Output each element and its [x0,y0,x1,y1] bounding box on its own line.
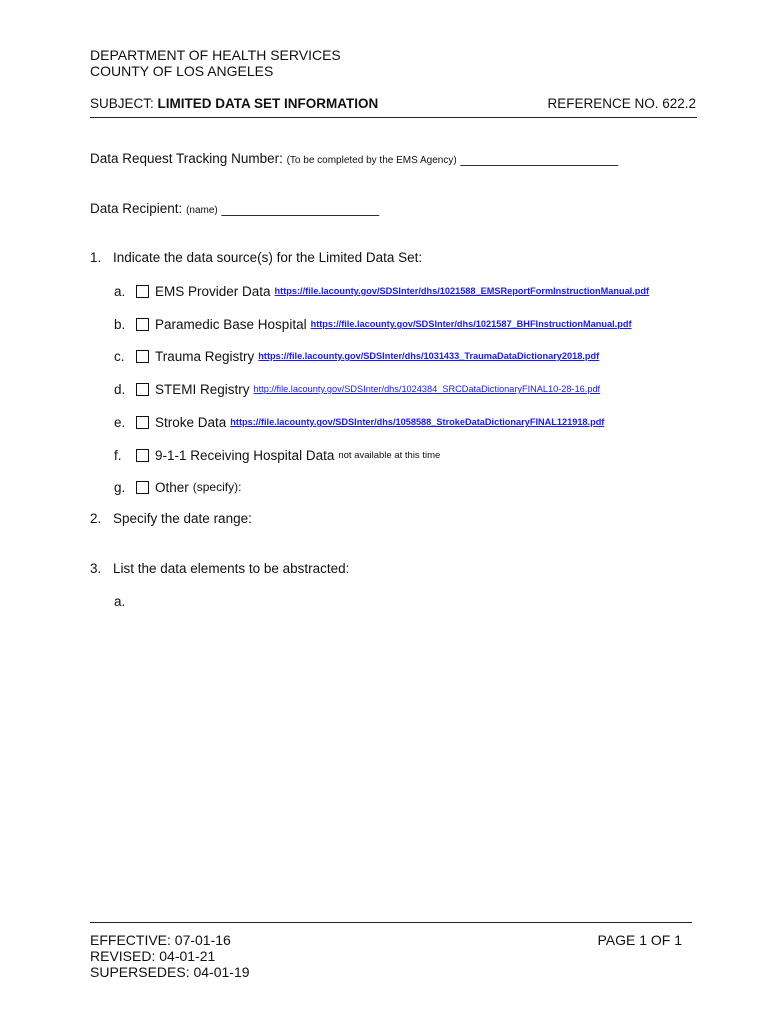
revised-date: REVISED: 04-01-21 [90,948,216,964]
receiving-hospital-checkbox[interactable] [136,449,149,462]
source-label: STEMI Registry [155,381,250,397]
source-label: Other [155,479,189,495]
county-name: COUNTY OF LOS ANGELES [90,63,274,79]
stroke-data-link[interactable]: https://file.lacounty.gov/SDSInter/dhs/1058588_StrokeDataDictionaryFINAL121918.pdf [230,417,605,427]
source-label: Trauma Registry [155,348,255,364]
subject-label: SUBJECT: [90,96,158,111]
tracking-note: (To be completed by the EMS Agency) [286,155,457,166]
source-note: not available at this time [338,449,441,461]
source-letter: g. [114,479,126,495]
header-divider [90,117,697,118]
tracking-number-line [90,151,618,166]
item-text: List the data elements to be abstracted: [113,561,350,576]
data-recipient-line [90,201,379,216]
source-row-ems-provider [114,282,649,300]
tracking-blank[interactable]: _____________________ [460,151,619,166]
source-letter: e. [114,414,126,430]
stemi-registry-link[interactable]: http://file.lacounty.gov/SDSInter/dhs/1024384_SRCDataDictionaryFINAL10-28-16.pdf [253,384,601,394]
item-number: 3. [90,561,102,576]
trauma-registry-checkbox[interactable] [136,350,149,363]
source-row-other [114,478,241,496]
recipient-label: Data Recipient: [90,201,187,216]
source-letter: d. [114,381,126,397]
ems-provider-link[interactable]: https://file.lacounty.gov/SDSInter/dhs/1021588_EMSReportFormInstructionManual.pdf [274,286,650,296]
stemi-registry-checkbox[interactable] [136,383,149,396]
tracking-label: Data Request Tracking Number: [90,151,287,166]
reference-number: REFERENCE NO. 622.2 [547,96,696,111]
source-letter: b. [114,316,126,332]
source-letter: a. [114,283,126,299]
item-number: 2. [90,511,102,526]
ems-provider-checkbox[interactable] [136,285,149,298]
item-text: Specify the date range: [113,511,252,526]
stroke-data-checkbox[interactable] [136,416,149,429]
trauma-registry-link[interactable]: https://file.lacounty.gov/SDSInter/dhs/1031433_TraumaDataDictionary2018.pdf [258,351,600,361]
source-row-stemi-registry [114,380,600,398]
footer-divider [90,922,692,923]
base-hospital-link[interactable]: https://file.lacounty.gov/SDSInter/dhs/1021587_BHFInstructionManual.pdf [310,319,632,329]
item-number: 1. [90,250,102,265]
source-label: EMS Provider Data [155,283,271,299]
subject-value: LIMITED DATA SET INFORMATION [157,96,379,111]
source-label: Paramedic Base Hospital [155,316,307,332]
source-letter: f. [114,447,122,463]
item-data-source [90,250,422,265]
data-element-a[interactable]: a. [114,594,126,609]
source-row-receiving-hospital [114,446,440,464]
source-note: (specify): [192,480,242,494]
source-row-trauma-registry [114,347,599,365]
other-checkbox[interactable] [136,481,149,494]
source-label: Stroke Data [155,414,227,430]
page-number: PAGE 1 OF 1 [597,932,682,948]
item-text: Indicate the data source(s) for the Limited Data Set: [113,250,423,265]
recipient-note: (name) [186,205,218,216]
source-letter: c. [114,348,125,364]
base-hospital-checkbox[interactable] [136,318,149,331]
source-row-stroke-data [114,413,604,431]
source-row-base-hospital [114,315,632,333]
department-name: DEPARTMENT OF HEALTH SERVICES [90,47,341,63]
subject-line [90,96,378,111]
item-date-range [90,511,252,526]
recipient-blank[interactable]: _____________________ [221,201,380,216]
source-label: 9-1-1 Receiving Hospital Data [155,447,335,463]
item-data-elements [90,561,349,576]
supersedes-date: SUPERSEDES: 04-01-19 [90,964,250,980]
effective-date: EFFECTIVE: 07-01-16 [90,932,231,948]
